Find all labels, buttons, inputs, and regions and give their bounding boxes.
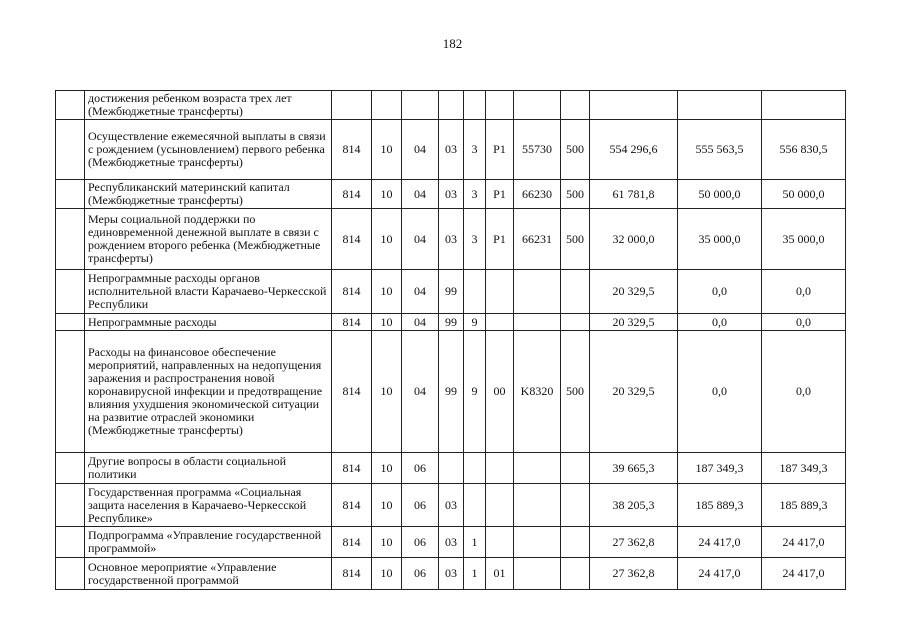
cell-subsection: 04 xyxy=(402,270,439,314)
cell-subprogram xyxy=(464,270,486,314)
table-row xyxy=(56,314,846,331)
cell-activity xyxy=(486,91,514,120)
cell-amount-year3: 556 830,5 xyxy=(762,120,846,180)
cell-activity xyxy=(486,527,514,558)
cell-expense-type xyxy=(561,314,590,331)
cell-subprogram xyxy=(464,484,486,527)
cell-direction: 55730 xyxy=(514,120,561,180)
cell-section xyxy=(372,91,402,120)
cell-amount-year2: 0,0 xyxy=(678,331,762,453)
cell-program xyxy=(439,453,464,484)
cell-amount-year1: 61 781,8 xyxy=(590,180,678,209)
cell-index xyxy=(56,453,85,484)
cell-activity: P1 xyxy=(486,120,514,180)
cell-amount-year1: 20 329,5 xyxy=(590,270,678,314)
cell-subprogram: 3 xyxy=(464,180,486,209)
cell-activity xyxy=(486,453,514,484)
cell-amount-year3: 187 349,3 xyxy=(762,453,846,484)
cell-amount-year2: 0,0 xyxy=(678,314,762,331)
cell-amount-year1: 38 205,3 xyxy=(590,484,678,527)
cell-subsection: 06 xyxy=(402,558,439,590)
cell-direction xyxy=(514,270,561,314)
cell-amount-year1: 39 665,3 xyxy=(590,453,678,484)
cell-subprogram: 1 xyxy=(464,558,486,590)
cell-ministry: 814 xyxy=(332,209,372,270)
cell-amount-year2: 24 417,0 xyxy=(678,558,762,590)
cell-name: Другие вопросы в области социальной политики xyxy=(85,453,332,484)
cell-name: достижения ребенком возраста трех лет (Межбюджетные трансферты) xyxy=(85,91,332,120)
cell-program: 03 xyxy=(439,484,464,527)
cell-amount-year3 xyxy=(762,91,846,120)
cell-subsection: 04 xyxy=(402,209,439,270)
cell-name: Меры социальной поддержки по единовременной денежной выплате в связи с рождением второго ребенка (Межбюджетные трансферты) xyxy=(85,209,332,270)
cell-program xyxy=(439,91,464,120)
cell-amount-year1 xyxy=(590,91,678,120)
cell-ministry: 814 xyxy=(332,484,372,527)
cell-section: 10 xyxy=(372,314,402,331)
cell-direction xyxy=(514,453,561,484)
cell-activity xyxy=(486,314,514,331)
table-row xyxy=(56,91,846,120)
cell-expense-type: 500 xyxy=(561,331,590,453)
cell-amount-year3: 185 889,3 xyxy=(762,484,846,527)
cell-program: 99 xyxy=(439,314,464,331)
table-row xyxy=(56,484,846,527)
cell-amount-year1: 32 000,0 xyxy=(590,209,678,270)
cell-index xyxy=(56,270,85,314)
cell-amount-year2: 555 563,5 xyxy=(678,120,762,180)
cell-direction xyxy=(514,91,561,120)
cell-amount-year2: 0,0 xyxy=(678,270,762,314)
cell-name: Основное мероприятие «Управление государственной программой xyxy=(85,558,332,590)
cell-expense-type: 500 xyxy=(561,120,590,180)
cell-amount-year1: 554 296,6 xyxy=(590,120,678,180)
cell-subsection: 04 xyxy=(402,314,439,331)
cell-section: 10 xyxy=(372,484,402,527)
cell-subprogram: 9 xyxy=(464,331,486,453)
cell-name: Осуществление ежемесячной выплаты в связи с рождением (усыновлением) первого ребенка (Межбюджетные трансферты) xyxy=(85,120,332,180)
cell-ministry: 814 xyxy=(332,270,372,314)
cell-section: 10 xyxy=(372,270,402,314)
cell-index xyxy=(56,484,85,527)
cell-expense-type: 500 xyxy=(561,180,590,209)
cell-ministry: 814 xyxy=(332,527,372,558)
cell-amount-year2: 185 889,3 xyxy=(678,484,762,527)
table-row xyxy=(56,180,846,209)
cell-expense-type: 500 xyxy=(561,209,590,270)
cell-name: Государственная программа «Социальная защита населения в Карачаево-Черкесской Республике» xyxy=(85,484,332,527)
cell-activity xyxy=(486,484,514,527)
cell-subsection: 06 xyxy=(402,484,439,527)
cell-name: Подпрограмма «Управление государственной программой» xyxy=(85,527,332,558)
cell-direction: K8320 xyxy=(514,331,561,453)
cell-index xyxy=(56,91,85,120)
cell-subsection: 04 xyxy=(402,180,439,209)
cell-activity xyxy=(486,270,514,314)
cell-amount-year3: 0,0 xyxy=(762,331,846,453)
cell-program: 03 xyxy=(439,527,464,558)
cell-amount-year3: 0,0 xyxy=(762,270,846,314)
cell-section: 10 xyxy=(372,453,402,484)
cell-section: 10 xyxy=(372,120,402,180)
table-row xyxy=(56,558,846,590)
cell-direction xyxy=(514,527,561,558)
cell-program: 99 xyxy=(439,331,464,453)
cell-subprogram: 3 xyxy=(464,209,486,270)
cell-expense-type xyxy=(561,558,590,590)
cell-name: Республиканский материнский капитал (Межбюджетные трансферты) xyxy=(85,180,332,209)
cell-program: 03 xyxy=(439,209,464,270)
cell-amount-year2: 35 000,0 xyxy=(678,209,762,270)
cell-direction: 66231 xyxy=(514,209,561,270)
cell-activity: P1 xyxy=(486,209,514,270)
cell-index xyxy=(56,314,85,331)
cell-amount-year1: 20 329,5 xyxy=(590,331,678,453)
cell-program: 03 xyxy=(439,120,464,180)
cell-ministry: 814 xyxy=(332,120,372,180)
cell-amount-year3: 50 000,0 xyxy=(762,180,846,209)
cell-ministry: 814 xyxy=(332,453,372,484)
cell-index xyxy=(56,558,85,590)
cell-activity: 00 xyxy=(486,331,514,453)
cell-expense-type xyxy=(561,484,590,527)
cell-amount-year1: 20 329,5 xyxy=(590,314,678,331)
cell-subprogram: 3 xyxy=(464,120,486,180)
table-row xyxy=(56,120,846,180)
cell-amount-year3: 35 000,0 xyxy=(762,209,846,270)
cell-subsection xyxy=(402,91,439,120)
budget-table xyxy=(55,90,846,590)
cell-program: 99 xyxy=(439,270,464,314)
cell-index xyxy=(56,180,85,209)
page-number: 182 xyxy=(442,36,463,51)
cell-name: Непрограммные расходы xyxy=(85,314,332,331)
cell-amount-year3: 24 417,0 xyxy=(762,558,846,590)
cell-ministry: 814 xyxy=(332,314,372,331)
cell-expense-type xyxy=(561,91,590,120)
cell-activity: 01 xyxy=(486,558,514,590)
cell-section: 10 xyxy=(372,209,402,270)
cell-expense-type xyxy=(561,453,590,484)
cell-section: 10 xyxy=(372,180,402,209)
cell-program: 03 xyxy=(439,180,464,209)
cell-amount-year1: 27 362,8 xyxy=(590,558,678,590)
cell-name: Расходы на финансовое обеспечение мероприятий, направленных на недопущения заражения и распространения новой коронавирусной инфекции и предотвращение влияния ухудшения экономической ситуации на развитие отраслей экономики (Межбюджетные трансферты) xyxy=(85,331,332,453)
cell-index xyxy=(56,120,85,180)
cell-section: 10 xyxy=(372,558,402,590)
cell-subsection: 06 xyxy=(402,527,439,558)
cell-subsection: 04 xyxy=(402,331,439,453)
cell-section: 10 xyxy=(372,527,402,558)
cell-amount-year2: 187 349,3 xyxy=(678,453,762,484)
table-row xyxy=(56,453,846,484)
cell-subprogram: 1 xyxy=(464,527,486,558)
cell-name: Непрограммные расходы органов исполнительной власти Карачаево-Черкесской Республики xyxy=(85,270,332,314)
cell-expense-type xyxy=(561,270,590,314)
cell-amount-year2: 24 417,0 xyxy=(678,527,762,558)
cell-subprogram: 9 xyxy=(464,314,486,331)
cell-index xyxy=(56,527,85,558)
cell-index xyxy=(56,209,85,270)
table-row xyxy=(56,209,846,270)
cell-ministry: 814 xyxy=(332,331,372,453)
cell-direction xyxy=(514,484,561,527)
cell-direction xyxy=(514,558,561,590)
cell-subsection: 06 xyxy=(402,453,439,484)
cell-ministry: 814 xyxy=(332,180,372,209)
cell-activity: P1 xyxy=(486,180,514,209)
cell-index xyxy=(56,331,85,453)
table-row xyxy=(56,331,846,453)
cell-expense-type xyxy=(561,527,590,558)
cell-subprogram xyxy=(464,453,486,484)
cell-ministry xyxy=(332,91,372,120)
cell-program: 03 xyxy=(439,558,464,590)
cell-amount-year1: 27 362,8 xyxy=(590,527,678,558)
cell-direction xyxy=(514,314,561,331)
cell-amount-year2 xyxy=(678,91,762,120)
cell-ministry: 814 xyxy=(332,558,372,590)
table-row xyxy=(56,270,846,314)
cell-section: 10 xyxy=(372,331,402,453)
cell-amount-year3: 24 417,0 xyxy=(762,527,846,558)
cell-direction: 66230 xyxy=(514,180,561,209)
cell-subprogram xyxy=(464,91,486,120)
cell-amount-year3: 0,0 xyxy=(762,314,846,331)
cell-subsection: 04 xyxy=(402,120,439,180)
cell-amount-year2: 50 000,0 xyxy=(678,180,762,209)
table-row xyxy=(56,527,846,558)
